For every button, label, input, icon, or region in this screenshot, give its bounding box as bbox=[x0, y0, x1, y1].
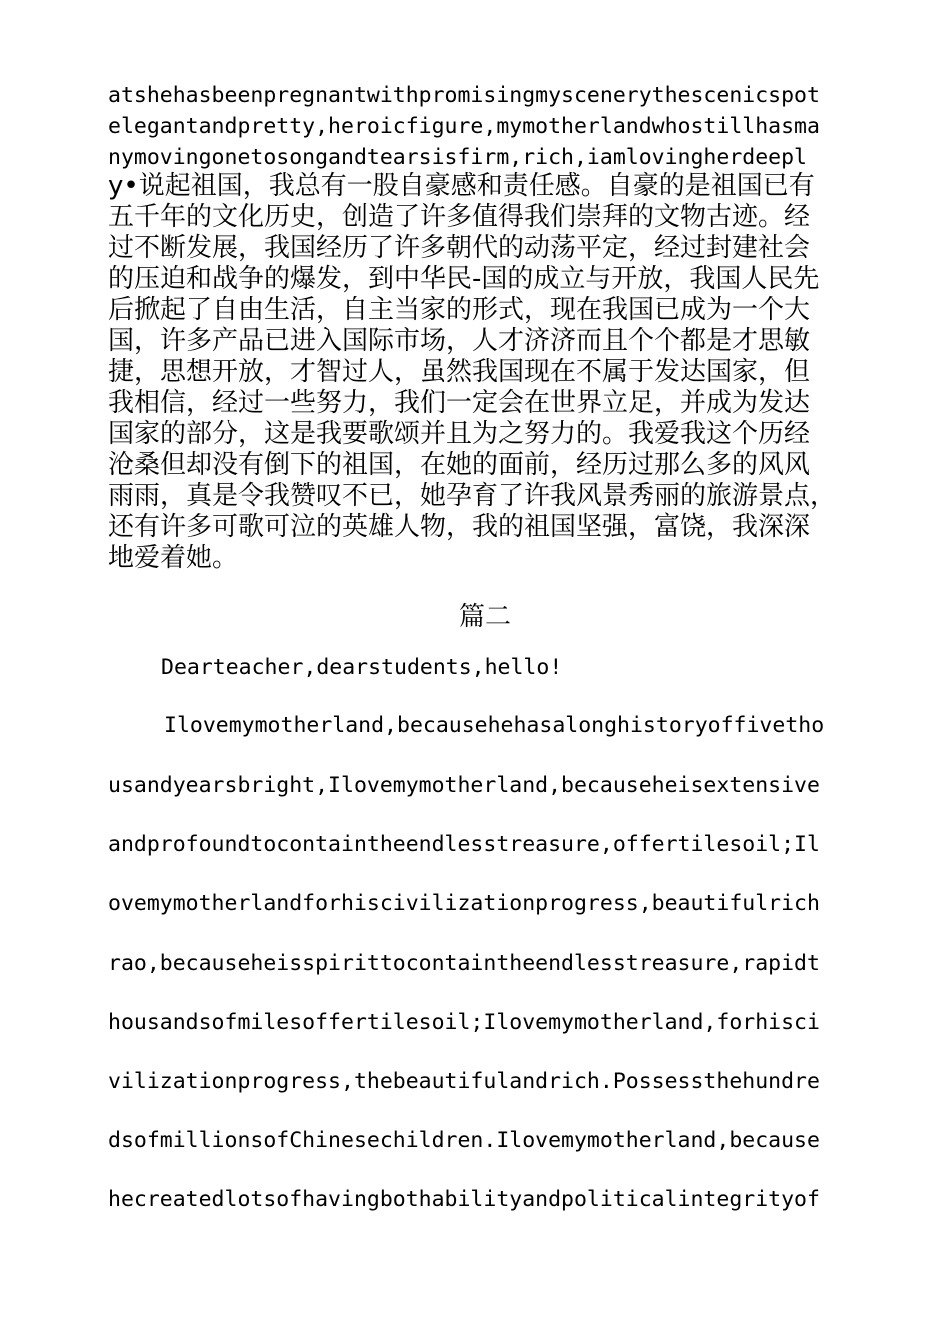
body-line: 捷，思想开放，才智过人，虽然我国现在不属于发达国家，但 bbox=[108, 357, 811, 387]
body-line: 五千年的文化历史，创造了许多值得我们崇拜的文物古迹。经 bbox=[108, 202, 811, 232]
body-line: andprofoundtocontaintheendlesstreasure,offertilesoil;Il bbox=[108, 832, 820, 857]
body-line: vilizationprogress,thebeautifulandrich.Possessthehundre bbox=[108, 1069, 820, 1094]
body-line: 还有许多可歌可泣的英雄人物，我的祖国坚强，富饶，我深深 bbox=[108, 512, 811, 542]
body-line: 国家的部分，这是我要歌颂并且为之努力的。我爱我这个历经 bbox=[108, 419, 811, 449]
body-line: elegantandpretty,heroicfigure,mymotherlandwhostillhasma bbox=[108, 114, 820, 139]
body-line: y•说起祖国，我总有一股自豪感和责任感。自豪的是祖国已有 bbox=[108, 171, 815, 201]
body-line: rao,becauseheisspirittocontaintheendlesstreasure,rapidt bbox=[108, 951, 820, 976]
body-line: usandyearsbright,Ilovemymotherland,becauseheisextensive bbox=[108, 773, 820, 798]
body-line: 后掀起了自由生活，自主当家的形式，现在我国已成为一个大 bbox=[108, 295, 811, 325]
body-line: dsofmillionsofChinesechildren.Ilovemymotherland,because bbox=[108, 1128, 820, 1153]
body-line: atshehasbeenpregnantwithpromisingmyscenerythescenicspot bbox=[108, 83, 820, 108]
body-line: housandsofmilesoffertilesoil;Ilovemymotherland,forhisci bbox=[108, 1010, 820, 1035]
body-line: ovemymotherlandforhiscivilizationprogress,beautifulrich bbox=[108, 891, 820, 916]
body-line: Ilovemymotherland,becausehehasalonghistoryoffivetho bbox=[164, 713, 825, 738]
body-line: nymovingonetosongandtearsisfirm,rich,iamlovingherdeepl bbox=[108, 145, 807, 170]
body-line: 国，许多产品已进入国际市场，人才济济而且个个都是才思敏 bbox=[108, 326, 811, 356]
body-line: 地爱着她。 bbox=[108, 543, 239, 573]
body-line: 的压迫和战争的爆发，到中华民-国的成立与开放，我国人民先 bbox=[108, 264, 820, 294]
body-line: 沧桑但却没有倒下的祖国，在她的面前，经历过那么多的风风 bbox=[108, 450, 811, 480]
greeting-line: Dearteacher,dearstudents,hello! bbox=[161, 655, 563, 680]
section-heading: 篇二 bbox=[458, 602, 511, 632]
body-line: 我相信，经过一些努力，我们一定会在世界立足，并成为发达 bbox=[108, 388, 811, 418]
body-line: hecreatedlotsofhavingbothabilityandpoliticalintegrityof bbox=[108, 1187, 820, 1212]
body-line: 过不断发展，我国经历了许多朝代的动荡平定，经过封建社会 bbox=[108, 233, 811, 263]
body-line: 雨雨，真是令我赞叹不已，她孕育了许我风景秀丽的旅游景点， bbox=[108, 481, 837, 511]
